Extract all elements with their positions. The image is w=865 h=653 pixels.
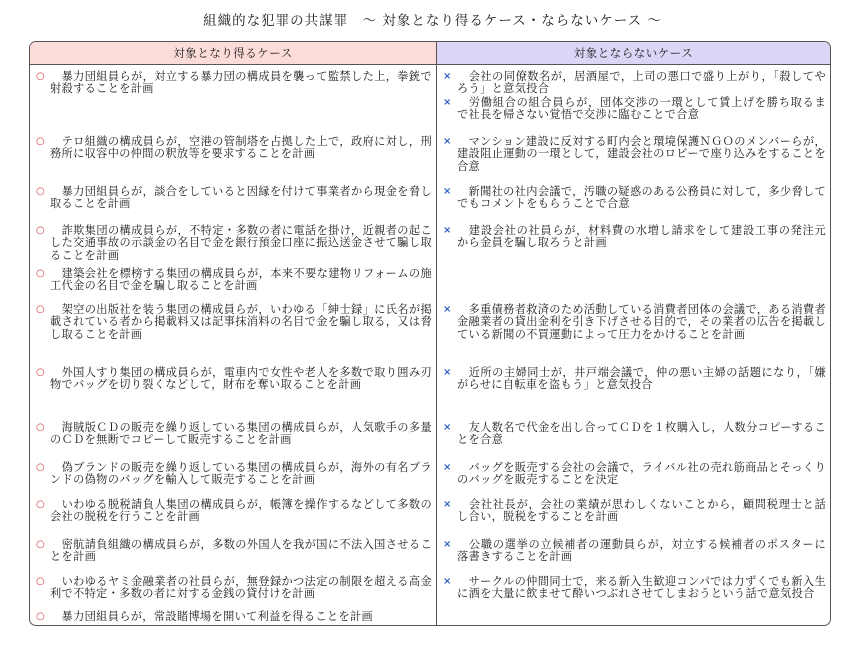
applicable-case-item-text: 密航請負組織の構成員らが，多数の外国人を我が国に不法入国させることを計画 (50, 538, 432, 564)
applicable-case-item (30, 499, 436, 524)
applicable-case-item-text: 暴力団組員らが，談合をしていると因縁を付けて事業者から現金を脅し取ることを計画 (50, 185, 432, 211)
cross-mark-icon: × (443, 462, 452, 473)
not-applicable-case-item (437, 422, 830, 447)
cross-mark-icon: × (443, 136, 452, 147)
applicable-case-item (30, 462, 436, 487)
applicable-case-item (30, 186, 436, 211)
applicable-case-item (30, 422, 436, 447)
comparison-table (29, 41, 831, 626)
circle-mark-icon: ○ (36, 462, 46, 473)
not-applicable-case-item-text: 公職の選挙の立候補者の運動員らが，対立する候補者のポスターに落書きすることを計画 (457, 538, 826, 564)
not-applicable-case-item-text: 多重債務者救済のため活動している消費者団体の会議で，ある消費者金融業者の貸出金利を引き下げさせる目的で，その業者の広告を掲載している新聞の不買運動によって圧力をかけることを計画 (457, 303, 826, 341)
applicable-case-item-text: 暴力団組員らが，常設賭博場を開いて利益を得ることを計画 (50, 610, 374, 623)
applicable-case-item-text: 架空の出版社を装う集団の構成員らが，いわゆる「紳士録」に氏名が掲載されている者から掲載料又は記事抹消料の名目で金を騙し取る，又は脅し取ることを計画 (50, 303, 432, 341)
applicable-case-item (30, 611, 436, 623)
cross-mark-icon: × (443, 539, 452, 550)
not-applicable-case-item (437, 367, 830, 392)
cross-mark-icon: × (443, 422, 452, 433)
cross-mark-icon: × (443, 71, 452, 82)
not-applicable-case-item (437, 71, 830, 96)
circle-mark-icon: ○ (36, 499, 46, 510)
not-applicable-case-item (437, 304, 830, 341)
circle-mark-icon: ○ (36, 304, 46, 315)
not-applicable-case-item (437, 97, 830, 122)
not-applicable-case-item-text: マンション建設に反対する町内会と環境保護ＮＧＯのメンバーらが，建設阻止運動の一環として，建設会社のロビーで座り込みをすることを合意 (457, 135, 826, 173)
not-applicable-case-item (437, 225, 830, 250)
not-applicable-case-item (437, 462, 830, 487)
not-applicable-case-item (437, 539, 830, 564)
circle-mark-icon: ○ (36, 422, 46, 433)
circle-mark-icon: ○ (36, 268, 46, 279)
not-applicable-case-item-text: 労働組合の組合員らが，団体交渉の一環として賃上げを勝ち取るまで社長を帰さない覚悟で交渉に臨むことで合意 (457, 96, 826, 122)
column-applicable (30, 42, 437, 625)
applicable-case-item-text: 外国人すり集団の構成員らが，電車内で女性や老人を多数で取り囲み刃物でバッグを切り裂くなどして，財布を奪い取ることを計画 (50, 366, 432, 392)
applicable-case-item (30, 136, 436, 161)
applicable-case-item (30, 268, 436, 293)
cross-mark-icon: × (443, 367, 452, 378)
circle-mark-icon: ○ (36, 225, 46, 236)
cross-mark-icon: × (443, 576, 452, 587)
not-applicable-case-item (437, 136, 830, 173)
not-applicable-case-item-text: 会社の同僚数名が，居酒屋で，上司の悪口で盛り上がり，「殺してやろう」と意気投合 (457, 70, 826, 96)
cross-mark-icon: × (443, 97, 452, 108)
not-applicable-case-item-text: バッグを販売する会社の会議で，ライバル社の売れ筋商品とそっくりのバッグを販売することを決定 (457, 461, 826, 487)
applicable-case-item (30, 367, 436, 392)
not-applicable-case-item (437, 186, 830, 211)
applicable-case-item (30, 225, 436, 262)
circle-mark-icon: ○ (36, 136, 46, 147)
not-applicable-case-item-text: 友人数名で代金を出し合ってＣＤを１枚購入し，人数分コピーすることを合意 (457, 421, 826, 447)
applicable-case-item-text: いわゆるヤミ金融業者の社員らが，無登録かつ法定の制限を超える高金利で不特定・多数の者に対する金銭の貸付けを計画 (50, 575, 432, 601)
applicable-case-item-text: 建築会社を標榜する集団の構成員らが，本来不要な建物リフォームの施工代金の名目で金を騙し取ることを計画 (50, 267, 432, 293)
cross-mark-icon: × (443, 186, 452, 197)
cross-mark-icon: × (443, 225, 452, 236)
page-title: 組織的な犯罪の共謀罪 ～ 対象となり得るケース・ならないケース ～ (203, 13, 662, 29)
not-applicable-case-item-text: 建設会社の社員らが，材料費の水増し請求をして建設工事の発注元から金員を騙し取ろうと計画 (457, 224, 826, 250)
applicable-case-item-text: 詐欺集団の構成員らが，不特定・多数の者に電話を掛け，近親者の起こした交通事故の示談金の名目で金を銀行預金口座に振込送金させて騙し取ることを計画 (50, 224, 432, 262)
circle-mark-icon: ○ (36, 71, 46, 82)
applicable-case-item-text: テロ組織の構成員らが，空港の管制塔を占拠した上で，政府に対し，刑務所に収容中の仲間の釈放等を要求することを計画 (50, 135, 432, 161)
applicable-case-item (30, 576, 436, 601)
circle-mark-icon: ○ (36, 576, 46, 587)
not-applicable-case-item-text: 新聞社の社内会議で，汚職の疑惑のある公務員に対して，多少脅してでもコメントをもらうことで合意 (457, 185, 826, 211)
applicable-case-item-text: 偽ブランドの販売を繰り返している集団の構成員らが，海外の有名ブランドの偽物のバッグを輸入して販売することを計画 (50, 461, 432, 487)
applicable-case-item (30, 539, 436, 564)
column-header-applicable: 対象となり得るケース (30, 42, 436, 65)
not-applicable-case-item-text: 近所の主婦同士が，井戸端会議で，仲の悪い主婦の話題になり，「嫌がらせに自転車を盗もう」と意気投合 (457, 366, 826, 392)
circle-mark-icon: ○ (36, 611, 46, 622)
column-not-applicable (437, 42, 830, 625)
circle-mark-icon: ○ (36, 539, 46, 550)
cross-mark-icon: × (443, 304, 452, 315)
circle-mark-icon: ○ (36, 367, 46, 378)
not-applicable-case-item (437, 576, 830, 601)
cross-mark-icon: × (443, 499, 452, 510)
applicable-case-item (30, 71, 436, 96)
applicable-case-item-text: 暴力団組員らが，対立する暴力団の構成員を襲って監禁した上，拳銃で射殺することを計画 (50, 70, 432, 96)
not-applicable-case-item (437, 499, 830, 524)
applicable-case-item-text: 海賊版ＣＤの販売を繰り返している集団の構成員らが，人気歌手の多量のＣＤを無断でコピーして販売することを計画 (50, 421, 432, 447)
applicable-case-item-text: いわゆる脱税請負人集団の構成員らが，帳簿を操作するなどして多数の会社の脱税を行うことを計画 (50, 498, 432, 524)
not-applicable-case-item-text: 会社社長が，会社の業績が思わしくないことから，顧問税理士と話し合い，脱税をすることを計画 (457, 498, 826, 524)
not-applicable-case-item-text: サークルの仲間同士で，来る新入生歓迎コンパでは力ずくでも新入生に酒を大量に飲ませて酔いつぶれさせてしまおうという話で意気投合 (457, 575, 826, 601)
column-header-not-applicable: 対象とならないケース (437, 42, 830, 65)
circle-mark-icon: ○ (36, 186, 46, 197)
applicable-case-item (30, 304, 436, 341)
